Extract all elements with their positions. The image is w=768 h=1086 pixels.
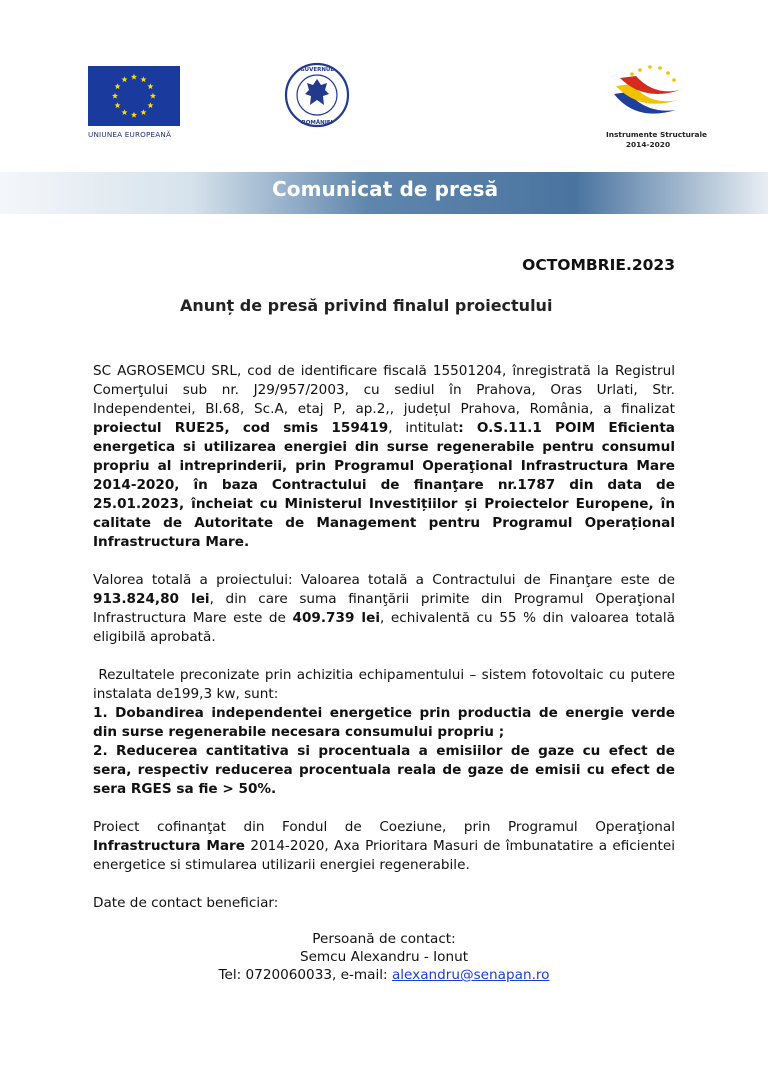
eu-star-icon [147, 102, 153, 108]
press-release-body [93, 362, 680, 984]
eu-star-icon [131, 112, 137, 118]
logo-bar [0, 0, 768, 172]
release-date: OCTOMBRIE.2023 [522, 256, 675, 274]
total-value: 913.824,80 lei [93, 591, 210, 607]
p4-text-1: Proiect cofinanţat din Fondul de Coeziune, prin Programul Operaţional [93, 819, 675, 835]
eu-star-icon [150, 93, 156, 99]
result-item-1: 1. Dobandirea independentei energetice prin productia de energie verde din surse regenerabile necesara consumului propriu ; [93, 705, 675, 740]
p1-text-1: SC AGROSEMCU SRL, cod de identificare fiscală 15501204, înregistrată la Registrul Comerţului sub nr. J29/957/2003, cu sediul în Prahova, Oras Urlati, Str. Independentei, Bl.68, Sc.A, etaj P, ap.2,, județul Prahova, România, a finalizat [93, 363, 675, 417]
contact-heading: Date de contact beneficiar: [93, 895, 279, 911]
project-title: : O.S.11.1 POIM Eficienta energetica si utilizarea energiei din surse regenerabile pentru consumul propriu al intreprinderii, prin Programul Operaţional Infrastructura Mare 2014-2020, în baza Contractului de finanţare nr.1787 din data de 25.01.2023, încheiat cu Ministerul Investițiilor și Proiectelor Europene, în calitate de Autoritate de Management pentru Programul Operațional Infrastructura Mare. [93, 420, 675, 550]
structural-instruments-icon [606, 62, 690, 126]
program-name: Infrastructura Mare [93, 838, 245, 854]
funding-value: 409.739 lei [292, 610, 380, 626]
banner-title: Comunicat de presă [272, 177, 499, 201]
contact-email-link[interactable]: alexandru@senapan.ro [391, 967, 550, 983]
paragraph-cofinancing [93, 818, 675, 875]
eu-star-icon [112, 93, 118, 99]
eu-logo [88, 66, 182, 139]
contact-label: Persoană de contact: [312, 931, 456, 947]
gov-text-top: GUVERNUL [300, 67, 334, 73]
contact-phone: Tel: 0720060033, e-mail: [218, 967, 392, 983]
p4-text-3: 2014-2020, Axa Prioritara Masuri de îmbunatatire a eficientei energetice si stimularea utilizarii energiei regenerabile. [93, 838, 675, 873]
contact-name: Semcu Alexandru - Ionut [299, 949, 469, 965]
result-item-2: 2. Reducerea cantitativa si procentuala a emisiilor de gaze cu efect de sera, respectiv reducerea procentuala reala de gaze de emisii cu efect de sera RGES sa fie > 50%. [93, 743, 675, 797]
is-label-line2: 2014-2020 [625, 140, 671, 149]
eu-star-icon [121, 76, 127, 82]
p2-text-1: Valorea totală a proiectului: Valoarea totală a Contractului de Finanţare este de [93, 572, 675, 588]
p2-text-5: , echivalentă cu 55 % din valoarea totală eligibilă aprobată. [93, 610, 675, 645]
contact-block [93, 930, 675, 984]
gov-text-bottom: ROMÂNIEI [301, 120, 333, 126]
is-label-line1: Instrumente Structurale [606, 130, 708, 139]
eu-star-icon [147, 83, 153, 89]
structural-instruments-logo [606, 62, 708, 150]
page-title: Anunț de presă privind finalul proiectului [180, 296, 553, 315]
eu-star-icon [121, 109, 127, 115]
eu-star-icon [131, 74, 137, 80]
eu-star-icon [115, 83, 121, 89]
project-code: proiectul RUE25, cod smis 159419 [93, 420, 389, 436]
results-list [93, 704, 675, 799]
eu-star-icon [115, 102, 121, 108]
contact-line [93, 966, 675, 984]
paragraph-project-value [93, 571, 675, 647]
eu-flag-icon [88, 66, 180, 126]
romanian-government-seal-icon [284, 62, 350, 128]
paragraph-project-intro [93, 362, 675, 552]
eu-star-icon [140, 76, 146, 82]
paragraph-results-intro: Rezultatele preconizate prin achizitia echipamentului – sistem fotovoltaic cu putere instalata de199,3 kw, sunt: [93, 667, 680, 702]
p2-text-3: , din care suma finanţării primite din Programul Operaţional Infrastructura Mare este de [93, 591, 675, 626]
eu-label: UNIUNEA EUROPEANĂ [88, 130, 172, 139]
eu-star-icon [140, 109, 146, 115]
p1-text-3: , intitulat [388, 420, 459, 436]
